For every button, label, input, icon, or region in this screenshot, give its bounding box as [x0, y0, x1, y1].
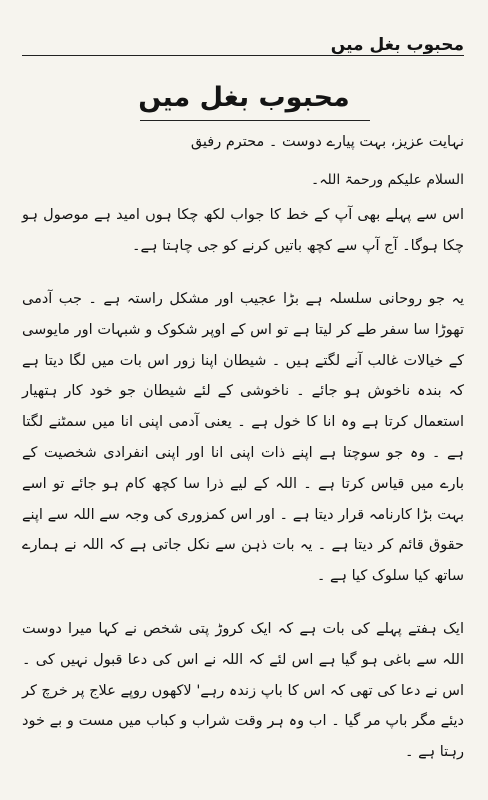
running-header-text: محبوب بغل میں	[330, 34, 464, 55]
page-title: محبوب بغل میں	[138, 82, 350, 113]
salutation-line: نہایت عزیز، بہت پیارے دوست ۔ محترم رفیق	[190, 134, 464, 150]
paragraph-3: ایک ہفتے پہلے کی بات ہے کہ ایک کروڑ پتی شخص نے کہا میرا دوست اللہ سے باغی ہو گیا ہے اس لئے کہ اللہ نے اس کی دعا قبول نہیں کی ۔ اس نے دعا کی تھی کہ اس کا باپ زندہ رہے' لاکھوں روپے علاج پر خرچ کر دیئے مگر باپ مر گیا ۔ اب وہ ہر وقت شراب و کباب میں مست و بے خود رہتا ہے ۔	[22, 621, 464, 761]
header-rule	[22, 55, 464, 56]
paragraph-2: یہ جو روحانی سلسلہ ہے بڑا عجیب اور مشکل راستہ ہے ۔ جب آدمی تھوڑا سا سفر طے کر لیتا ہے تو اس کے اوپر شکوک و شبہات اور مایوسی کے خیالات غالب آنے لگتے ہیں ۔ شیطان اپنا زور اس بات میں لگا دیتا ہے کہ بندہ ناخوش ہو جائے ۔ ناخوشی کے لئے شیطان جو خود کار ہتھیار استعمال کرتا ہے وہ انا کا خول ہے ۔ یعنی آدمی اپنی انا میں سمٹنے لگتا ہے ۔ وہ جو سوچتا ہے اپنے ذات اپنی انا اور اپنی انفرادی شخصیت کے بارے میں قیاس کرتا ہے ۔ اللہ کے لیے ذرا سا کچھ کام ہو جائے تو اسے بہت بڑا کارنامہ قرار دیتا ہے ۔ اور اس کمزوری کی وجہ سے اللہ سے اپنے حقوق قائم کر دیتا ہے ۔ یہ بات ذہن سے نکل جاتی ہے کہ اللہ نے ہمارے ساتھ کیا سلوک کیا ہے ۔	[22, 291, 464, 585]
title-underline	[140, 120, 370, 121]
running-header	[22, 34, 464, 56]
greeting-line: السلام علیکم ورحمۃ اللہ۔	[311, 172, 464, 188]
paragraph-1: اس سے پہلے بھی آپ کے خط کا جواب لکھ چکا ہوں امید ہے موصول ہو چکا ہوگا۔ آج آپ سے کچھ باتیں کرنے کو جی چاہتا ہے۔	[22, 207, 464, 254]
